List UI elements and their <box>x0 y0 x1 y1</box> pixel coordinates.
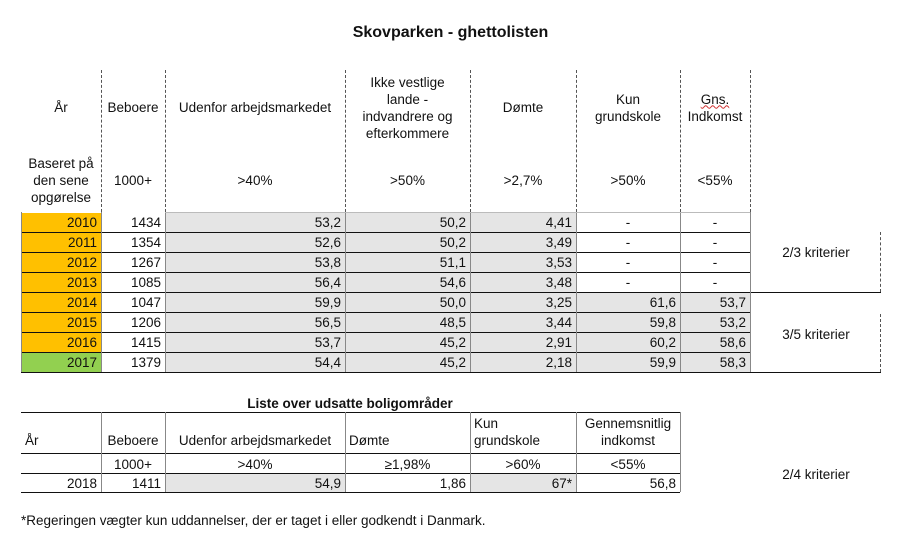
header-ikke-vestlige: Ikke vestlige lande - indvandrere og efterkommere <box>362 74 453 141</box>
t2-row-year: 2018 <box>66 475 97 491</box>
row-grundskole: 59,9 <box>576 353 680 372</box>
t2-header-udenfor: Udenfor arbejdsmarkedet <box>178 433 332 448</box>
grid-line <box>680 292 681 312</box>
grid-line <box>576 212 577 232</box>
row-ikke-vestlige: 51,1 <box>345 253 470 272</box>
group-label-2-3: 2/3 kriterier <box>782 244 850 260</box>
grid-line <box>165 412 166 492</box>
row-domte: 3,53 <box>470 253 576 272</box>
row-beboere: 1047 <box>130 295 161 310</box>
row-udenfor: 54,4 <box>165 353 345 372</box>
row-udenfor: 53,7 <box>165 333 345 352</box>
grid-line <box>345 412 346 492</box>
row-domte: 3,48 <box>470 273 576 292</box>
row-ikke-vestlige: 54,6 <box>345 273 470 292</box>
grid-line <box>750 232 751 252</box>
row-beboere: 1379 <box>130 355 161 370</box>
row-grundskole: - <box>625 255 631 270</box>
grid-line <box>470 252 471 272</box>
grid-line <box>750 292 751 312</box>
row-ikke-vestlige: 48,5 <box>345 313 470 332</box>
grid-line <box>345 332 346 352</box>
grid-line <box>165 292 166 312</box>
row-udenfor: 56,4 <box>165 273 345 292</box>
header-grundskole: Kun grundskole <box>594 91 662 124</box>
t2-row-grundskole: 67* <box>470 474 576 492</box>
grid-line <box>880 314 881 372</box>
row-domte: 3,49 <box>470 233 576 252</box>
grid-line <box>680 252 681 272</box>
row-grundskole: 61,6 <box>576 293 680 312</box>
row-year: 2016 <box>21 333 101 352</box>
t2-criteria-domte: ≥1,98% <box>384 456 431 472</box>
grid-line <box>101 252 102 272</box>
row-beboere: 1415 <box>130 335 161 350</box>
header-indkomst: Gns. Indkomst <box>687 91 743 124</box>
row-beboere: 1085 <box>130 275 161 290</box>
grid-line <box>165 352 166 372</box>
grid-line <box>750 212 751 232</box>
row-indkomst: - <box>712 255 718 270</box>
criteria-indkomst: <55% <box>697 172 733 188</box>
row-grundskole: 60,2 <box>576 333 680 352</box>
criteria-label: Baseret på den sene opgørelse <box>28 155 94 205</box>
row-domte: 4,41 <box>470 213 576 232</box>
grid-line <box>21 492 680 493</box>
row-domte: 3,25 <box>470 293 576 312</box>
row-ikke-vestlige: 45,2 <box>345 353 470 372</box>
grid-line <box>680 412 681 492</box>
row-grundskole: - <box>625 215 631 230</box>
row-year: 2017 <box>21 353 101 372</box>
row-indkomst: 53,7 <box>680 293 750 312</box>
grid-line <box>21 412 680 413</box>
grid-line <box>345 232 346 252</box>
row-domte: 3,44 <box>470 313 576 332</box>
header-domte: Dømte <box>502 100 544 115</box>
criteria-grundskole: >50% <box>610 172 646 188</box>
row-grundskole: - <box>625 235 631 250</box>
row-divider <box>21 372 881 373</box>
grid-line <box>680 332 681 352</box>
grid-line <box>101 412 102 492</box>
group-label-3-5: 3/5 kriterier <box>782 326 850 342</box>
grid-line <box>470 312 471 332</box>
row-udenfor: 52,6 <box>165 233 345 252</box>
row-ikke-vestlige: 50,2 <box>345 213 470 232</box>
grid-line <box>576 232 577 252</box>
grid-line <box>345 70 346 212</box>
grid-line <box>165 272 166 292</box>
grid-line <box>576 412 577 492</box>
row-indkomst: 53,2 <box>680 313 750 332</box>
grid-line <box>345 252 346 272</box>
t2-header-indkomst: Gennemsnitlig indkomst <box>584 416 672 448</box>
row-ikke-vestlige: 50,2 <box>345 233 470 252</box>
row-ikke-vestlige: 50,0 <box>345 293 470 312</box>
grid-line <box>165 212 166 232</box>
row-udenfor: 53,8 <box>165 253 345 272</box>
grid-line <box>576 332 577 352</box>
criteria-beboere: 1000+ <box>114 172 152 188</box>
grid-line <box>101 212 102 232</box>
grid-line <box>750 272 751 292</box>
t2-header-year: År <box>25 433 39 448</box>
grid-line <box>345 272 346 292</box>
t2-criteria-beboere: 1000+ <box>114 456 152 472</box>
grid-line <box>680 212 681 232</box>
row-year: 2010 <box>21 213 101 232</box>
criteria-ikke-vestlige: >50% <box>390 172 425 188</box>
grid-line <box>345 292 346 312</box>
grid-line <box>680 352 681 372</box>
grid-line <box>101 292 102 312</box>
grid-line <box>470 352 471 372</box>
grid-line <box>470 292 471 312</box>
row-udenfor: 53,2 <box>165 213 345 232</box>
row-beboere: 1434 <box>130 215 161 230</box>
grid-line <box>101 352 102 372</box>
t2-row-udenfor: 54,9 <box>165 474 345 492</box>
row-year: 2013 <box>21 273 101 292</box>
grid-line <box>345 312 346 332</box>
t2-row-indkomst: 56,8 <box>649 475 676 491</box>
group-label-2-4: 2/4 kriterier <box>782 466 850 482</box>
table2-title: Liste over udsatte boligområder <box>247 396 453 411</box>
criteria-udenfor: >40% <box>237 172 273 188</box>
grid-line <box>576 292 577 312</box>
row-beboere: 1354 <box>130 235 161 250</box>
t2-row-beboere: 1411 <box>131 475 161 491</box>
grid-line <box>680 272 681 292</box>
t2-header-domte: Dømte <box>349 433 390 448</box>
grid-line <box>21 212 22 372</box>
grid-line <box>165 232 166 252</box>
grid-line <box>345 212 346 232</box>
row-indkomst: 58,6 <box>680 333 750 352</box>
row-indkomst: 58,3 <box>680 353 750 372</box>
grid-line <box>470 212 471 232</box>
grid-line <box>165 252 166 272</box>
row-domte: 2,91 <box>470 333 576 352</box>
grid-line <box>101 232 102 252</box>
row-beboere: 1267 <box>130 255 161 270</box>
row-divider <box>165 212 750 213</box>
grid-line <box>470 332 471 352</box>
t2-criteria-udenfor: >40% <box>237 456 273 472</box>
grid-line <box>750 332 751 352</box>
row-udenfor: 59,9 <box>165 293 345 312</box>
grid-line <box>101 312 102 332</box>
page-title: Skovparken - ghettolisten <box>352 24 549 41</box>
t2-row-domte: 1,86 <box>439 475 466 491</box>
grid-line <box>470 70 471 212</box>
row-beboere: 1206 <box>130 315 161 330</box>
grid-line <box>470 272 471 292</box>
grid-line <box>576 272 577 292</box>
grid-line <box>470 232 471 252</box>
grid-line <box>680 70 681 212</box>
grid-line <box>576 312 577 332</box>
t2-header-grundskole: Kun grundskole <box>474 416 541 448</box>
row-year: 2012 <box>21 253 101 272</box>
row-year: 2015 <box>21 313 101 332</box>
row-grundskole: - <box>625 275 631 290</box>
t2-criteria-grundskole: >60% <box>505 456 541 472</box>
row-indkomst: - <box>712 235 718 250</box>
footnote: *Regeringen vægter kun uddannelser, der er taget i eller godkendt i Danmark. <box>21 513 486 528</box>
criteria-domte: >2,7% <box>503 172 543 188</box>
row-domte: 2,18 <box>470 353 576 372</box>
grid-line <box>21 473 680 474</box>
header-beboere: Beboere <box>107 100 159 115</box>
grid-line <box>576 70 577 212</box>
grid-line <box>165 332 166 352</box>
row-indkomst: - <box>712 215 718 230</box>
grid-line <box>165 70 166 212</box>
row-year: 2011 <box>21 233 101 252</box>
header-year: År <box>54 100 68 115</box>
grid-line <box>680 232 681 252</box>
grid-line <box>101 70 102 212</box>
grid-line <box>680 312 681 332</box>
row-ikke-vestlige: 45,2 <box>345 333 470 352</box>
row-udenfor: 56,5 <box>165 313 345 332</box>
grid-line <box>101 272 102 292</box>
grid-line <box>750 252 751 272</box>
row-indkomst: - <box>712 275 718 290</box>
grid-line <box>750 352 751 372</box>
grid-line <box>750 70 751 212</box>
grid-line <box>101 332 102 352</box>
grid-line <box>345 352 346 372</box>
grid-line <box>576 252 577 272</box>
grid-line <box>165 312 166 332</box>
row-grundskole: 59,8 <box>576 313 680 332</box>
grid-line <box>880 232 881 292</box>
grid-line <box>576 352 577 372</box>
header-udenfor: Udenfor arbejdsmarkedet <box>178 100 332 115</box>
t2-header-beboere: Beboere <box>107 433 159 448</box>
grid-line <box>470 412 471 492</box>
grid-line <box>21 453 680 454</box>
grid-line <box>750 312 751 332</box>
t2-criteria-indkomst: <55% <box>610 456 646 472</box>
row-year: 2014 <box>21 293 101 312</box>
